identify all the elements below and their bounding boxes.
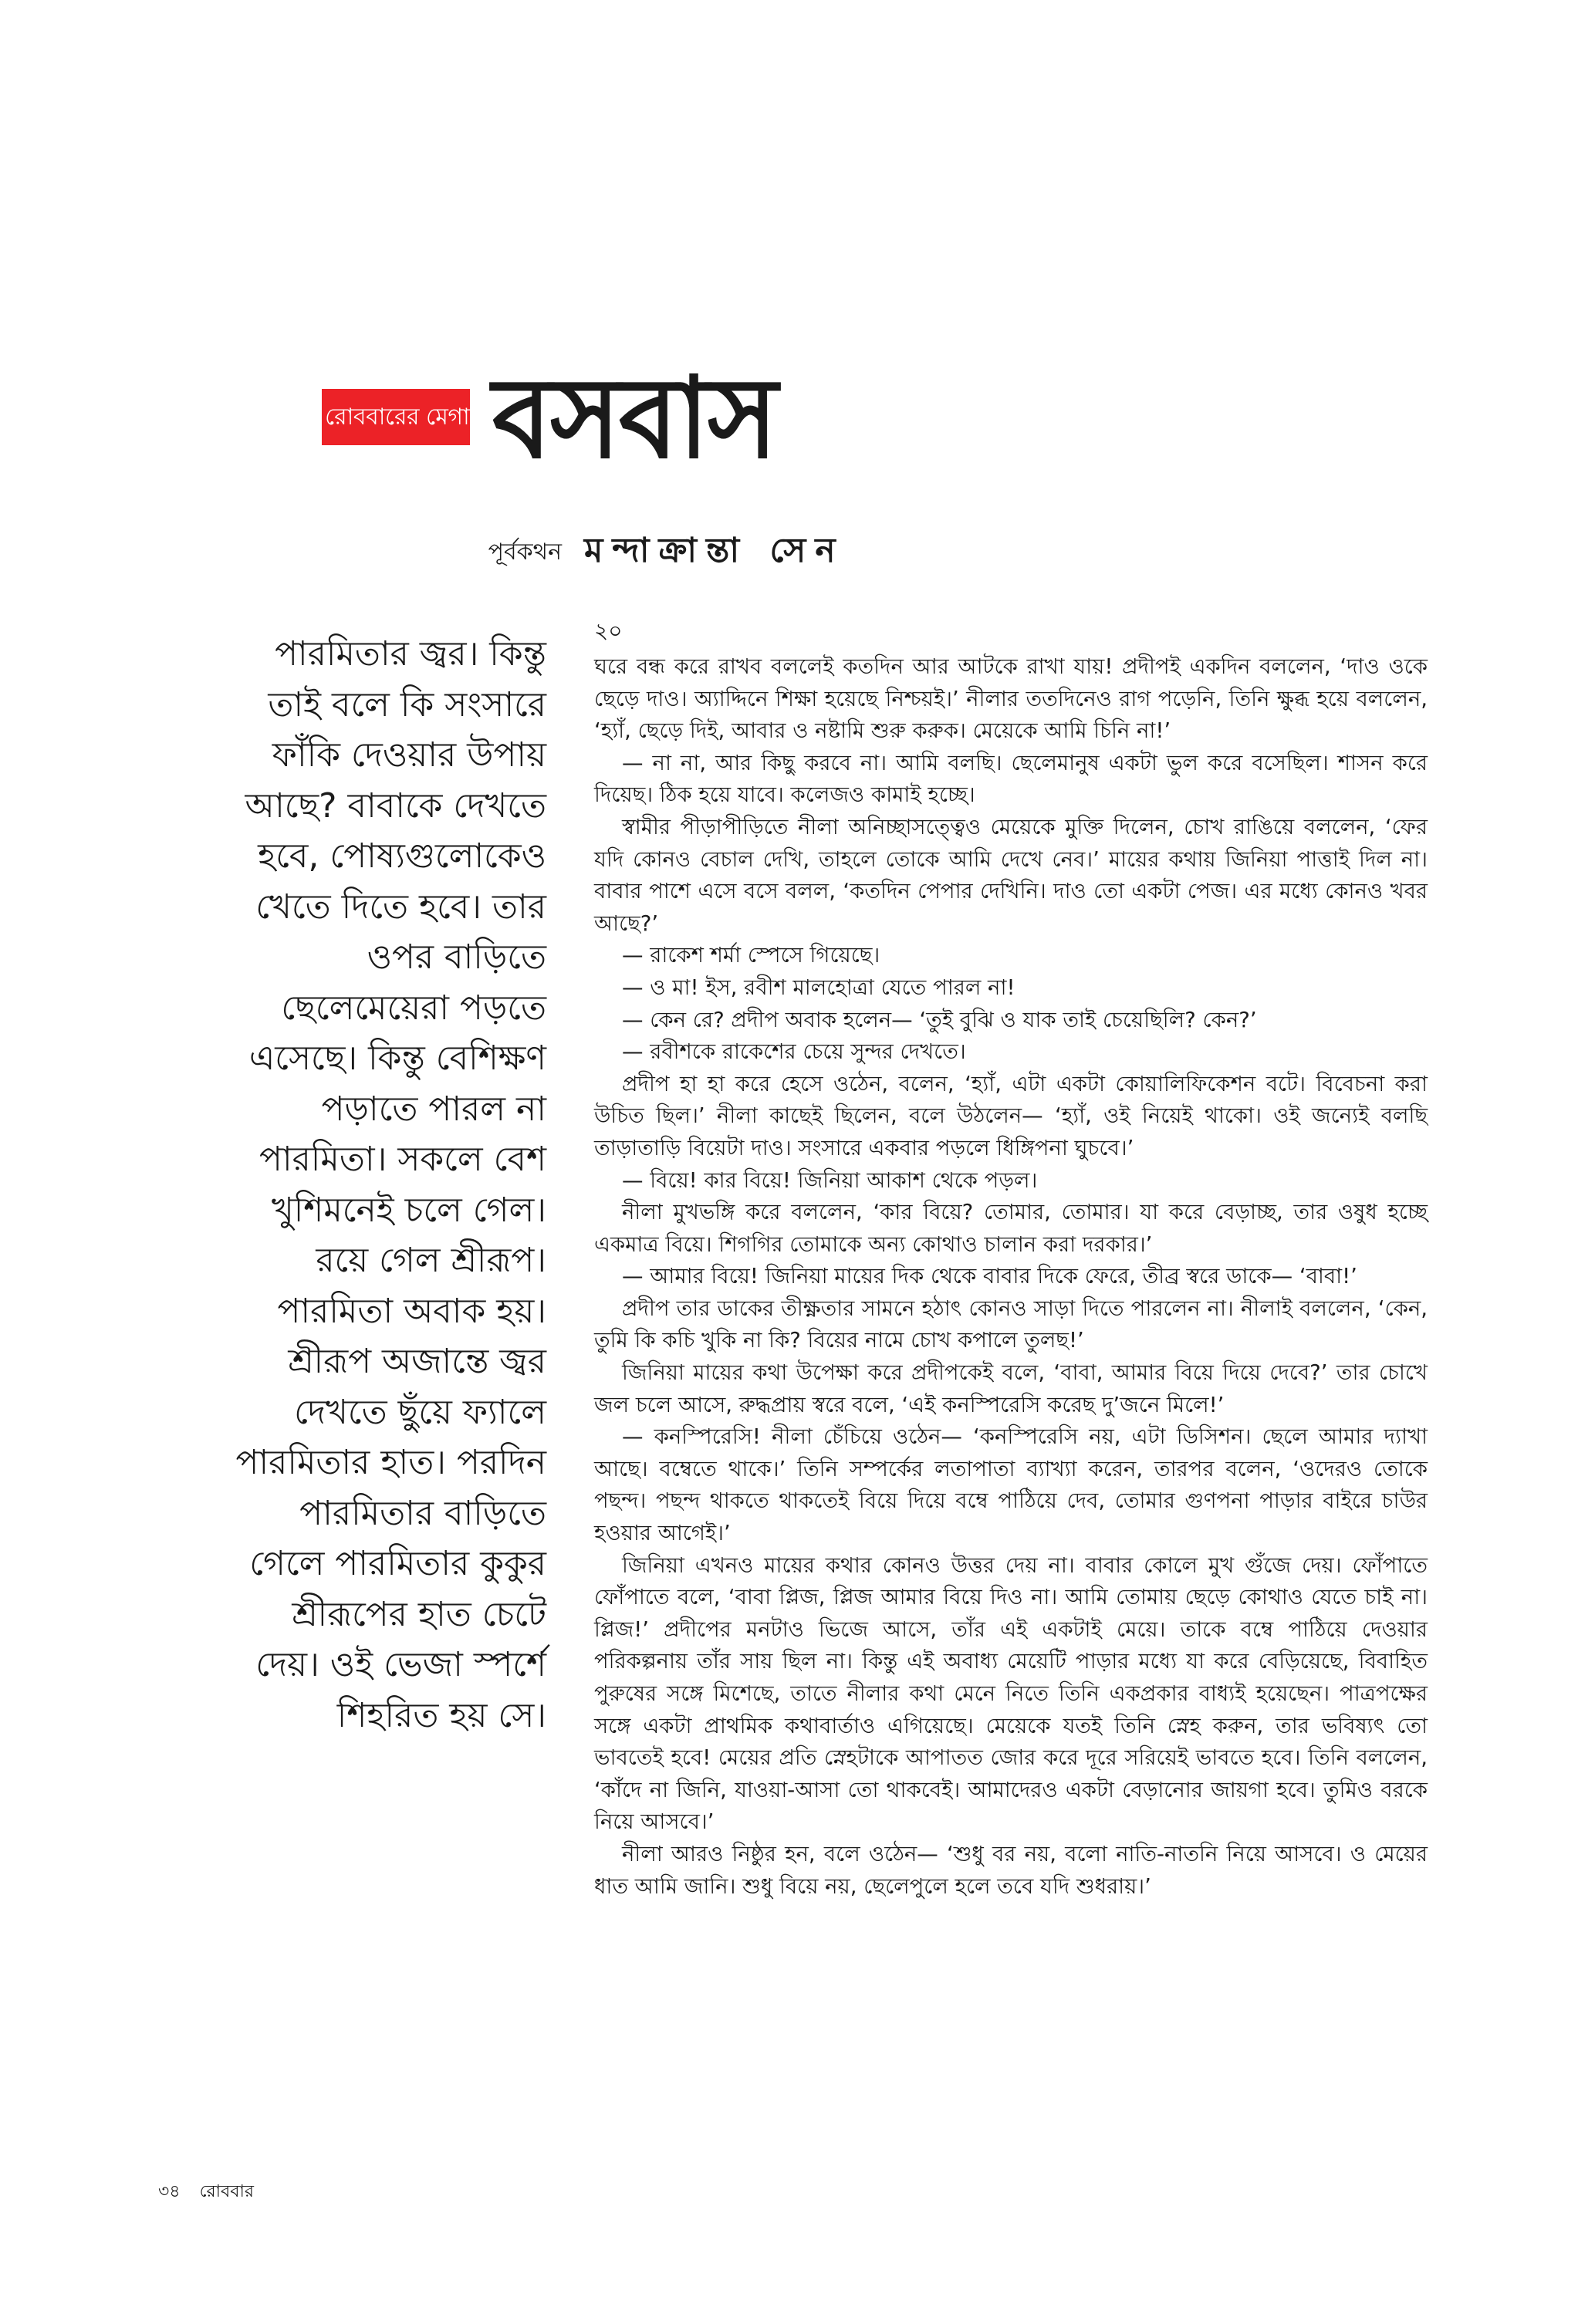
pull-quote xyxy=(154,629,546,1741)
pull-quote-line: শ্রীরূপ অজান্তে জ্বর xyxy=(288,1342,546,1381)
publication-name: রোববার xyxy=(199,2182,254,2201)
paragraph: — বিয়ে! কার বিয়ে! জিনিয়া আকাশ থেকে পড়ল। xyxy=(622,1167,1038,1193)
chapter-number: ২০ xyxy=(594,618,623,643)
story-body xyxy=(594,617,1428,1903)
pull-quote-line: আছে? বাবাকে দেখতে xyxy=(245,785,546,826)
pull-quote-line: ফাঁকি দেওয়ার উপায় xyxy=(272,735,546,775)
pull-quote-line: হবে, পোষ্যগুলোকেও xyxy=(258,836,546,876)
pull-quote-line: পারমিতা অবাক হয়। xyxy=(277,1291,546,1331)
pull-quote-line: শ্রীরূপের হাত চেটে xyxy=(292,1594,546,1634)
pull-quote-line: পারমিতার হাত। পরদিন xyxy=(235,1443,546,1482)
pull-quote-line: পারমিতা। সকলে বেশ xyxy=(259,1140,546,1179)
pull-quote-line: গেলে পারমিতার কুকুর xyxy=(249,1544,546,1583)
story-title: বসবাস xyxy=(492,353,776,484)
series-badge: রোববারের মেগা xyxy=(322,389,470,445)
pull-quote-line: পারমিতার বাড়িতে xyxy=(299,1493,546,1533)
pull-quote-line: ছেলেমেয়েরা পড়তে xyxy=(281,988,546,1028)
paragraph: প্রদীপ তার ডাকের তীক্ষ্ণতার সামনে হঠাৎ কোনও সাড়া দিতে পারলেন না। নীলাই বললেন, ‘কেন, তুমি কি কচি খুকি না কি? বিয়ের নামে চোখ কপালে তুলছ!’ xyxy=(594,1295,1428,1353)
pull-quote-line: রয়ে গেল শ্রীরূপ। xyxy=(316,1241,546,1280)
paragraph: — কনস্পিরেসি! নীলা চেঁচিয়ে ওঠেন— ‘কনস্পিরেসি নয়, এটা ডিসিশন। ছেলে আমার দ্যাখা আছে। বম্বেতে থাকে।’ তিনি সম্পর্কের লতাপাতা ব্যাখ্যা করেন, তারপর বলেন, ‘ওদেরও তোকে পছন্দ। পছন্দ থাকতে থাকতেই বিয়ে দিয়ে বম্বে পাঠিয়ে দেব, তোমার গুণপনা পাড়ার বাইরে চাউর হওয়ার আগেই।’ xyxy=(594,1424,1428,1546)
paragraph: — আমার বিয়ে! জিনিয়া মায়ের দিক থেকে বাবার দিকে ফেরে, তীব্র স্বরে ডাকে— ‘বাবা!’ xyxy=(622,1264,1357,1289)
page-footer xyxy=(158,2180,254,2204)
paragraph: প্রদীপ হা হা করে হেসে ওঠেন, বলেন, ‘হ্যাঁ, এটা একটা কোয়ালিফিকেশন বটে। বিবেচনা করা উচিত ছিল।’ নীলা কাছেই ছিলেন, বলে উঠলেন— ‘হ্যাঁ, ওই নিয়েই থাকো। ওই জন্যেই বলছি তাড়াতাড়ি বিয়েটা দাও। সংসারে একবার পড়লে ধিঙ্গিপনা ঘুচবে।’ xyxy=(594,1071,1428,1160)
paragraph: — কেন রে? প্রদীপ অবাক হলেন— ‘তুই বুঝি ও যাক তাই চেয়েছিলি? কেন?’ xyxy=(622,1007,1257,1032)
author-byline: মন্দাক্রান্তা সেন xyxy=(584,531,845,570)
section-label: পূর্বকথন xyxy=(488,539,562,566)
paragraph: নীলা মুখভঙ্গি করে বললেন, ‘কার বিয়ে? তোমার, তোমার। যা করে বেড়াচ্ছ, তার ওষুধ হচ্ছে একমাত্র বিয়ে। শিগগির তোমাকে অন্য কোথাও চালান করা দরকার।’ xyxy=(594,1200,1428,1257)
pull-quote-line: দেয়। ওই ভেজা স্পর্শে xyxy=(255,1645,546,1684)
pull-quote-line: ওপর বাড়িতে xyxy=(367,937,546,977)
paragraph: — ও মা! ইস, রবীশ মালহোত্রা যেতে পারল না! xyxy=(622,975,1015,1000)
page-number: ৩৪ xyxy=(158,2182,181,2201)
paragraph: — না না, আর কিছু করবে না। আমি বলছি। ছেলেমানুষ একটা ভুল করে বসেছিল। শাসন করে দিয়েছ। ঠিক হয়ে যাবে। কলেজও কামাই হচ্ছে। xyxy=(594,750,1428,808)
paragraph: নীলা আরও নিষ্ঠুর হন, বলে ওঠেন— ‘শুধু বর নয়, বলো নাতি-নাতনি নিয়ে আসবে। ও মেয়ের ধাত আমি জানি। শুধু বিয়ে নয়, ছেলেপুলে হলে তবে যদি শুধরায়।’ xyxy=(594,1841,1428,1899)
pull-quote-line: খেতে দিতে হবে। তার xyxy=(255,887,546,927)
pull-quote-line: পারমিতার জ্বর। কিন্তু xyxy=(275,634,546,674)
paragraph: — রবীশকে রাকেশের চেয়ে সুন্দর দেখতে। xyxy=(622,1039,966,1065)
paragraph: জিনিয়া এখনও মায়ের কথার কোনও উত্তর দেয় না। বাবার কোলে মুখ গুঁজে দেয়। ফোঁপাতে ফোঁপাতে বলে, ‘বাবা প্লিজ, প্লিজ আমার বিয়ে দিও না। আমি তোমায় ছেড়ে কোথাও যেতে চাই না। প্লিজ!’ প্রদীপের মনটাও ভিজে আসে, তাঁর এই একটাই মেয়ে। তাকে বম্বে পাঠিয়ে দেওয়ার পরিকল্পনায় তাঁর সায় ছিল না। কিন্তু এই অবাধ্য মেয়েটি পাড়ার মধ্যে যা করে বেড়িয়েছে, বিবাহিত পুরুষের সঙ্গে মিশেছে, তাতে নীলার কথা মেনে নিতে তিনি একপ্রকার বাধ্যই হয়েছেন। পাত্রপক্ষের সঙ্গে একটা প্রাথমিক কথাবার্তাও এগিয়েছে। মেয়েকে যতই তিনি স্নেহ করুন, তার ভবিষ্যৎ তো ভাবতেই হবে! মেয়ের প্রতি স্নেহটাকে আপাতত জোর করে দূরে সরিয়েই ভাবতে হবে। তিনি বললেন, ‘কাঁদে না জিনি, যাওয়া-আসা তো থাকবেই। আমাদেরও একটা বেড়ানোর জায়গা হবে। তুমিও বরকে নিয়ে আসবে।’ xyxy=(594,1552,1428,1835)
pull-quote-line: শিহরিত হয় সে। xyxy=(336,1695,546,1735)
pull-quote-line: পড়াতে পারল না xyxy=(321,1089,546,1129)
pull-quote-line: তাই বলে কি সংসারে xyxy=(268,684,546,725)
paragraph: জিনিয়া মায়ের কথা উপেক্ষা করে প্রদীপকেই বলে, ‘বাবা, আমার বিয়ে দিয়ে দেবে?’ তার চোখে জল চলে আসে, রুদ্ধপ্রায় স্বরে বলে, ‘এই কনস্পিরেসি করেছ দু’জনে মিলে!’ xyxy=(594,1360,1428,1417)
paragraph: — রাকেশ শর্মা স্পেসে গিয়েছে। xyxy=(622,943,880,968)
pull-quote-line: দেখতে ছুঁয়ে ফ্যালে xyxy=(294,1392,546,1432)
paragraph: স্বামীর পীড়াপীড়িতে নীলা অনিচ্ছাসত্ত্বেও মেয়েকে মুক্তি দিলেন, চোখ রাঙিয়ে বললেন, ‘ফের যদি কোনও বেচাল দেখি, তাহলে তোকে আমি দেখে নেব।’ মায়ের কথায় জিনিয়া পাত্তাই দিল না। বাবার পাশে এসে বসে বলল, ‘কতদিন পেপার দেখিনি। দাও তো একটা পেজ। এর মধ্যে কোনও খবর আছে?’ xyxy=(594,814,1428,936)
paragraph: ঘরে বন্ধ করে রাখব বললেই কতদিন আর আটকে রাখা যায়! প্রদীপই একদিন বললেন, ‘দাও ওকে ছেড়ে দাও। অ্যাদ্দিনে শিক্ষা হয়েছে নিশ্চয়ই।’ নীলার ততদিনেও রাগ পড়েনি, তিনি ক্ষুব্ধ হয়ে বললেন, ‘হ্যাঁ, ছেড়ে দিই, আবার ও নষ্টামি শুরু করুক। মেয়েকে আমি চিনি না!’ xyxy=(594,654,1428,744)
pull-quote-line: এসেছে। কিন্তু বেশিক্ষণ xyxy=(248,1039,546,1078)
pull-quote-line: খুশিমনেই চলে গেল। xyxy=(271,1190,546,1230)
